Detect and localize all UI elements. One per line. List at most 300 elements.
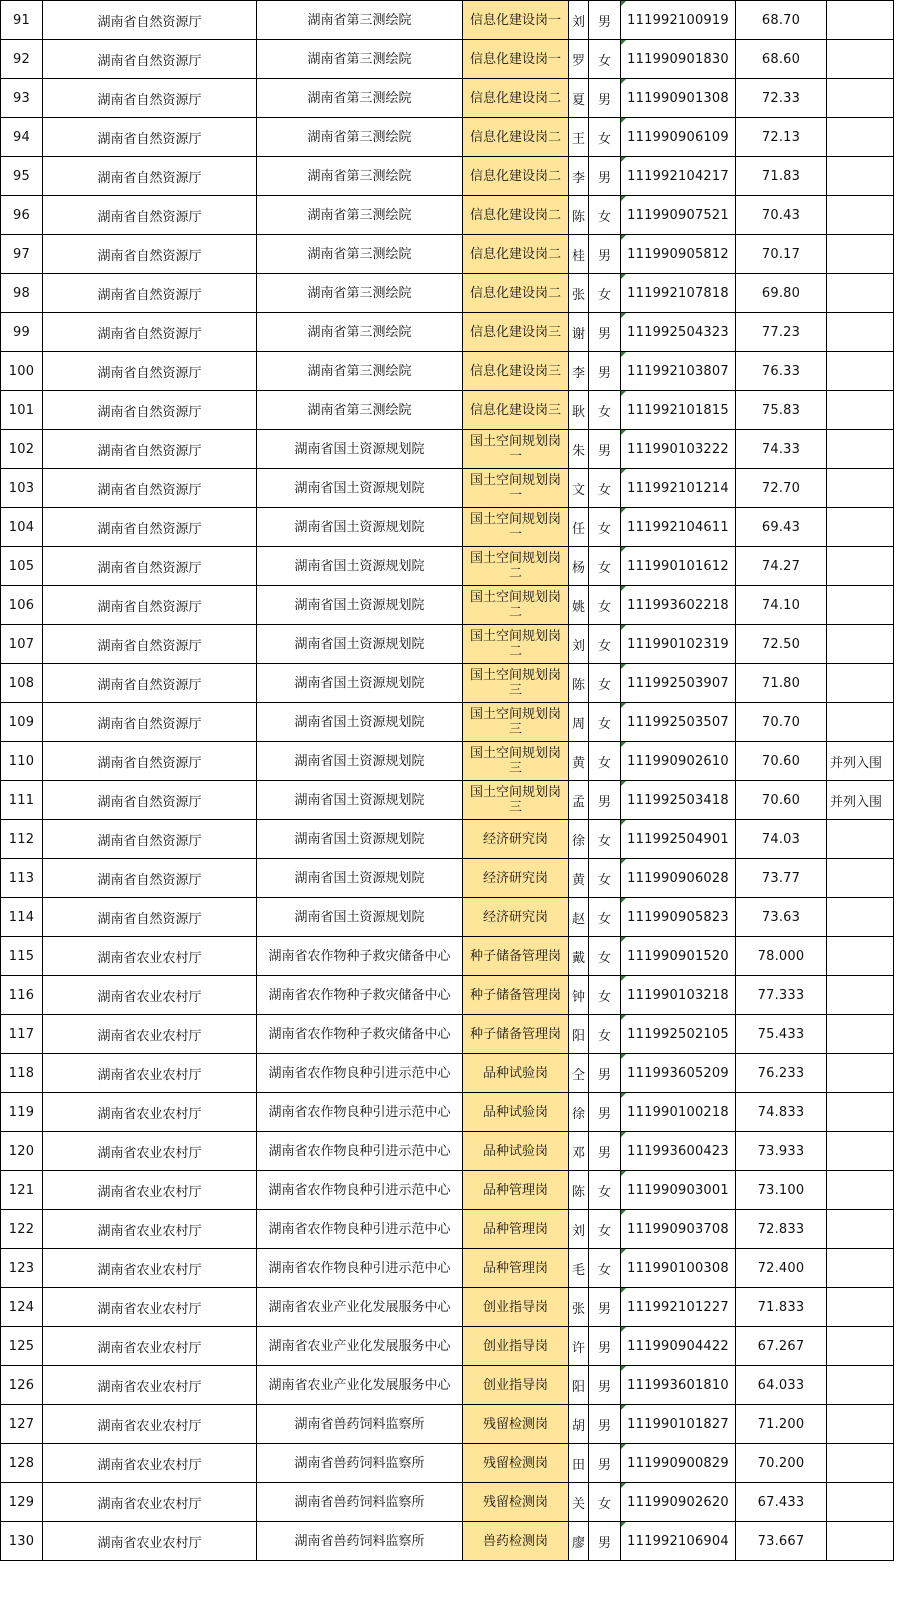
position-cell: 信息化建设岗一: [463, 40, 569, 79]
name-cell: 朱: [569, 430, 589, 469]
table-row: [1, 742, 894, 781]
table-row: [1, 1249, 894, 1288]
position-cell: 经济研究岗: [463, 898, 569, 937]
department-cell: 湖南省自然资源厅: [43, 430, 257, 469]
gender-cell: 男: [589, 1093, 621, 1132]
note-cell: [827, 859, 894, 898]
score-cell: 73.77: [736, 859, 827, 898]
name-cell: 陈: [569, 1171, 589, 1210]
gender-cell: 女: [589, 586, 621, 625]
name-cell: 陈: [569, 664, 589, 703]
note-cell: [827, 79, 894, 118]
position-cell: 信息化建设岗三: [463, 391, 569, 430]
name-cell: 王: [569, 118, 589, 157]
name-cell: 耿: [569, 391, 589, 430]
name-cell: 夏: [569, 79, 589, 118]
table-row: [1, 781, 894, 820]
table-row: [1, 898, 894, 937]
row-number: 96: [1, 196, 43, 235]
gender-cell: 女: [589, 859, 621, 898]
unit-cell: 湖南省第三测绘院: [257, 118, 463, 157]
position-cell: 信息化建设岗一: [463, 1, 569, 40]
name-cell: 刘: [569, 1210, 589, 1249]
department-cell: 湖南省自然资源厅: [43, 313, 257, 352]
score-cell: 74.10: [736, 586, 827, 625]
note-cell: [827, 1054, 894, 1093]
row-number: 109: [1, 703, 43, 742]
note-cell: [827, 1210, 894, 1249]
position-cell: 品种管理岗: [463, 1171, 569, 1210]
gender-cell: 女: [589, 118, 621, 157]
position-cell: 品种管理岗: [463, 1210, 569, 1249]
note-cell: [827, 1288, 894, 1327]
unit-cell: 湖南省国土资源规划院: [257, 664, 463, 703]
ticket-number-cell: 111990906109: [621, 118, 736, 157]
score-cell: 68.70: [736, 1, 827, 40]
department-cell: 湖南省农业农村厅: [43, 1444, 257, 1483]
score-cell: 77.333: [736, 976, 827, 1015]
note-cell: [827, 508, 894, 547]
score-cell: 73.63: [736, 898, 827, 937]
unit-cell: 湖南省国土资源规划院: [257, 469, 463, 508]
row-number: 93: [1, 79, 43, 118]
unit-cell: 湖南省农作物良种引进示范中心: [257, 1132, 463, 1171]
table-row: [1, 1366, 894, 1405]
note-cell: [827, 274, 894, 313]
department-cell: 湖南省自然资源厅: [43, 469, 257, 508]
row-number: 120: [1, 1132, 43, 1171]
position-cell: 国土空间规划岗三: [463, 781, 569, 820]
row-number: 119: [1, 1093, 43, 1132]
unit-cell: 湖南省农作物良种引进示范中心: [257, 1054, 463, 1093]
department-cell: 湖南省自然资源厅: [43, 274, 257, 313]
ticket-number-cell: 111993602218: [621, 586, 736, 625]
department-cell: 湖南省农业农村厅: [43, 937, 257, 976]
row-number: 121: [1, 1171, 43, 1210]
note-cell: [827, 1015, 894, 1054]
position-cell: 国土空间规划岗二: [463, 625, 569, 664]
note-cell: [827, 703, 894, 742]
unit-cell: 湖南省农作物良种引进示范中心: [257, 1171, 463, 1210]
gender-cell: 女: [589, 820, 621, 859]
ticket-number-cell: 111990905823: [621, 898, 736, 937]
row-number: 95: [1, 157, 43, 196]
name-cell: 赵: [569, 898, 589, 937]
department-cell: 湖南省农业农村厅: [43, 1171, 257, 1210]
note-cell: [827, 391, 894, 430]
department-cell: 湖南省农业农村厅: [43, 1483, 257, 1522]
gender-cell: 男: [589, 781, 621, 820]
ticket-number-cell: 111990103218: [621, 976, 736, 1015]
department-cell: 湖南省自然资源厅: [43, 664, 257, 703]
ticket-number-cell: 111993601810: [621, 1366, 736, 1405]
name-cell: 黄: [569, 859, 589, 898]
note-cell: [827, 1327, 894, 1366]
row-number: 108: [1, 664, 43, 703]
unit-cell: 湖南省第三测绘院: [257, 274, 463, 313]
note-cell: [827, 352, 894, 391]
unit-cell: 湖南省农业产业化发展服务中心: [257, 1327, 463, 1366]
note-cell: [827, 1522, 894, 1561]
score-cell: 73.933: [736, 1132, 827, 1171]
position-cell: 经济研究岗: [463, 859, 569, 898]
table-row: [1, 1483, 894, 1522]
gender-cell: 女: [589, 742, 621, 781]
row-number: 128: [1, 1444, 43, 1483]
ticket-number-cell: 111993600423: [621, 1132, 736, 1171]
table-row: [1, 976, 894, 1015]
name-cell: 戴: [569, 937, 589, 976]
table-row: [1, 235, 894, 274]
unit-cell: 湖南省国土资源规划院: [257, 820, 463, 859]
score-cell: 74.833: [736, 1093, 827, 1132]
table-row: [1, 313, 894, 352]
table-row: [1, 1288, 894, 1327]
position-cell: 国土空间规划岗一: [463, 469, 569, 508]
position-cell: 信息化建设岗三: [463, 313, 569, 352]
row-number: 91: [1, 1, 43, 40]
position-cell: 信息化建设岗二: [463, 235, 569, 274]
table-row: [1, 1327, 894, 1366]
score-cell: 73.667: [736, 1522, 827, 1561]
note-cell: [827, 1132, 894, 1171]
department-cell: 湖南省农业农村厅: [43, 1054, 257, 1093]
row-number: 106: [1, 586, 43, 625]
gender-cell: 男: [589, 1288, 621, 1327]
score-cell: 64.033: [736, 1366, 827, 1405]
name-cell: 陈: [569, 196, 589, 235]
position-cell: 国土空间规划岗二: [463, 547, 569, 586]
ticket-number-cell: 111990902610: [621, 742, 736, 781]
row-number: 110: [1, 742, 43, 781]
ticket-number-cell: 111992101214: [621, 469, 736, 508]
unit-cell: 湖南省兽药饲料监察所: [257, 1405, 463, 1444]
table-row: [1, 118, 894, 157]
department-cell: 湖南省自然资源厅: [43, 508, 257, 547]
note-cell: 并列入围: [827, 781, 894, 820]
table-row: [1, 1054, 894, 1093]
name-cell: 杨: [569, 547, 589, 586]
row-number: 130: [1, 1522, 43, 1561]
row-number: 123: [1, 1249, 43, 1288]
table-body: [1, 1, 894, 1561]
name-cell: 廖: [569, 1522, 589, 1561]
position-cell: 残留检测岗: [463, 1405, 569, 1444]
ticket-number-cell: 111992104217: [621, 157, 736, 196]
department-cell: 湖南省农业农村厅: [43, 976, 257, 1015]
table-row: [1, 820, 894, 859]
table-row: [1, 937, 894, 976]
row-number: 129: [1, 1483, 43, 1522]
score-cell: 72.13: [736, 118, 827, 157]
ticket-number-cell: 111992503907: [621, 664, 736, 703]
unit-cell: 湖南省农作物良种引进示范中心: [257, 1249, 463, 1288]
name-cell: 仝: [569, 1054, 589, 1093]
department-cell: 湖南省自然资源厅: [43, 1, 257, 40]
note-cell: [827, 586, 894, 625]
gender-cell: 女: [589, 703, 621, 742]
ticket-number-cell: 111992107818: [621, 274, 736, 313]
name-cell: 谢: [569, 313, 589, 352]
unit-cell: 湖南省第三测绘院: [257, 1, 463, 40]
position-cell: 经济研究岗: [463, 820, 569, 859]
row-number: 126: [1, 1366, 43, 1405]
score-cell: 74.03: [736, 820, 827, 859]
department-cell: 湖南省农业农村厅: [43, 1522, 257, 1561]
department-cell: 湖南省农业农村厅: [43, 1327, 257, 1366]
score-cell: 76.33: [736, 352, 827, 391]
name-cell: 李: [569, 352, 589, 391]
ticket-number-cell: 111990903708: [621, 1210, 736, 1249]
ticket-number-cell: 111990102319: [621, 625, 736, 664]
table-row: [1, 1, 894, 40]
name-cell: 田: [569, 1444, 589, 1483]
note-cell: [827, 1483, 894, 1522]
department-cell: 湖南省自然资源厅: [43, 391, 257, 430]
name-cell: 李: [569, 157, 589, 196]
table-row: [1, 703, 894, 742]
table-row: [1, 40, 894, 79]
score-cell: 68.60: [736, 40, 827, 79]
name-cell: 罗: [569, 40, 589, 79]
table-row: [1, 1444, 894, 1483]
row-number: 105: [1, 547, 43, 586]
name-cell: 阳: [569, 1366, 589, 1405]
name-cell: 许: [569, 1327, 589, 1366]
note-cell: [827, 469, 894, 508]
ticket-number-cell: 111990904422: [621, 1327, 736, 1366]
table-row: [1, 1210, 894, 1249]
position-cell: 残留检测岗: [463, 1444, 569, 1483]
ticket-number-cell: 111993605209: [621, 1054, 736, 1093]
note-cell: [827, 157, 894, 196]
row-number: 112: [1, 820, 43, 859]
row-number: 99: [1, 313, 43, 352]
unit-cell: 湖南省国土资源规划院: [257, 586, 463, 625]
department-cell: 湖南省自然资源厅: [43, 157, 257, 196]
department-cell: 湖南省农业农村厅: [43, 1132, 257, 1171]
unit-cell: 湖南省国土资源规划院: [257, 859, 463, 898]
table-row: [1, 1015, 894, 1054]
note-cell: [827, 1171, 894, 1210]
name-cell: 孟: [569, 781, 589, 820]
table-row: [1, 664, 894, 703]
table-row: [1, 859, 894, 898]
ticket-number-cell: 111990100308: [621, 1249, 736, 1288]
position-cell: 国土空间规划岗一: [463, 430, 569, 469]
score-cell: 78.000: [736, 937, 827, 976]
gender-cell: 男: [589, 1444, 621, 1483]
name-cell: 文: [569, 469, 589, 508]
name-cell: 张: [569, 1288, 589, 1327]
department-cell: 湖南省农业农村厅: [43, 1210, 257, 1249]
note-cell: [827, 664, 894, 703]
position-cell: 品种试验岗: [463, 1093, 569, 1132]
position-cell: 国土空间规划岗二: [463, 586, 569, 625]
ticket-number-cell: 111992103807: [621, 352, 736, 391]
gender-cell: 女: [589, 1249, 621, 1288]
position-cell: 信息化建设岗二: [463, 274, 569, 313]
unit-cell: 湖南省农作物种子救灾储备中心: [257, 937, 463, 976]
row-number: 118: [1, 1054, 43, 1093]
unit-cell: 湖南省农作物种子救灾储备中心: [257, 1015, 463, 1054]
position-cell: 种子储备管理岗: [463, 1015, 569, 1054]
score-cell: 71.80: [736, 664, 827, 703]
table-row: [1, 430, 894, 469]
score-cell: 76.233: [736, 1054, 827, 1093]
row-number: 102: [1, 430, 43, 469]
name-cell: 徐: [569, 820, 589, 859]
ticket-number-cell: 111992101227: [621, 1288, 736, 1327]
unit-cell: 湖南省国土资源规划院: [257, 898, 463, 937]
gender-cell: 男: [589, 1522, 621, 1561]
row-number: 116: [1, 976, 43, 1015]
table-row: [1, 1522, 894, 1561]
table-row: [1, 1171, 894, 1210]
gender-cell: 男: [589, 1405, 621, 1444]
note-cell: [827, 937, 894, 976]
note-cell: [827, 547, 894, 586]
score-cell: 72.400: [736, 1249, 827, 1288]
ticket-number-cell: 111990903001: [621, 1171, 736, 1210]
position-cell: 兽药检测岗: [463, 1522, 569, 1561]
department-cell: 湖南省农业农村厅: [43, 1366, 257, 1405]
gender-cell: 男: [589, 352, 621, 391]
unit-cell: 湖南省农业产业化发展服务中心: [257, 1366, 463, 1405]
row-number: 122: [1, 1210, 43, 1249]
score-cell: 75.433: [736, 1015, 827, 1054]
unit-cell: 湖南省第三测绘院: [257, 391, 463, 430]
score-cell: 74.33: [736, 430, 827, 469]
department-cell: 湖南省自然资源厅: [43, 118, 257, 157]
position-cell: 国土空间规划岗三: [463, 664, 569, 703]
gender-cell: 女: [589, 976, 621, 1015]
department-cell: 湖南省自然资源厅: [43, 196, 257, 235]
note-cell: [827, 1, 894, 40]
note-cell: [827, 820, 894, 859]
row-number: 114: [1, 898, 43, 937]
position-cell: 种子储备管理岗: [463, 976, 569, 1015]
table-row: [1, 274, 894, 313]
department-cell: 湖南省自然资源厅: [43, 235, 257, 274]
gender-cell: 男: [589, 1327, 621, 1366]
ticket-number-cell: 111990906028: [621, 859, 736, 898]
unit-cell: 湖南省国土资源规划院: [257, 547, 463, 586]
unit-cell: 湖南省第三测绘院: [257, 235, 463, 274]
unit-cell: 湖南省国土资源规划院: [257, 625, 463, 664]
department-cell: 湖南省自然资源厅: [43, 625, 257, 664]
note-cell: [827, 235, 894, 274]
name-cell: 胡: [569, 1405, 589, 1444]
name-cell: 关: [569, 1483, 589, 1522]
ticket-number-cell: 111992504323: [621, 313, 736, 352]
table-row: [1, 547, 894, 586]
ticket-number-cell: 111990101612: [621, 547, 736, 586]
score-cell: 74.27: [736, 547, 827, 586]
score-cell: 72.833: [736, 1210, 827, 1249]
note-cell: [827, 430, 894, 469]
table-row: [1, 1093, 894, 1132]
ticket-number-cell: 111990100218: [621, 1093, 736, 1132]
row-number: 124: [1, 1288, 43, 1327]
gender-cell: 女: [589, 625, 621, 664]
position-cell: 品种管理岗: [463, 1249, 569, 1288]
score-cell: 75.83: [736, 391, 827, 430]
note-cell: [827, 898, 894, 937]
unit-cell: 湖南省国土资源规划院: [257, 781, 463, 820]
score-cell: 72.33: [736, 79, 827, 118]
department-cell: 湖南省自然资源厅: [43, 79, 257, 118]
table-row: [1, 625, 894, 664]
note-cell: [827, 1366, 894, 1405]
row-number: 100: [1, 352, 43, 391]
position-cell: 残留检测岗: [463, 1483, 569, 1522]
department-cell: 湖南省自然资源厅: [43, 742, 257, 781]
ticket-number-cell: 111990902620: [621, 1483, 736, 1522]
note-cell: [827, 40, 894, 79]
gender-cell: 男: [589, 79, 621, 118]
gender-cell: 男: [589, 313, 621, 352]
department-cell: 湖南省农业农村厅: [43, 1093, 257, 1132]
name-cell: 桂: [569, 235, 589, 274]
department-cell: 湖南省自然资源厅: [43, 352, 257, 391]
gender-cell: 女: [589, 664, 621, 703]
row-number: 94: [1, 118, 43, 157]
note-cell: [827, 1093, 894, 1132]
name-cell: 毛: [569, 1249, 589, 1288]
unit-cell: 湖南省农作物良种引进示范中心: [257, 1210, 463, 1249]
row-number: 97: [1, 235, 43, 274]
score-cell: 77.23: [736, 313, 827, 352]
gender-cell: 女: [589, 1015, 621, 1054]
row-number: 117: [1, 1015, 43, 1054]
score-cell: 67.267: [736, 1327, 827, 1366]
ticket-number-cell: 111992504901: [621, 820, 736, 859]
table-row: [1, 469, 894, 508]
unit-cell: 湖南省第三测绘院: [257, 40, 463, 79]
ticket-number-cell: 111990907521: [621, 196, 736, 235]
position-cell: 创业指导岗: [463, 1288, 569, 1327]
ticket-number-cell: 111992104611: [621, 508, 736, 547]
score-cell: 70.60: [736, 781, 827, 820]
unit-cell: 湖南省兽药饲料监察所: [257, 1522, 463, 1561]
gender-cell: 男: [589, 1132, 621, 1171]
note-cell: [827, 976, 894, 1015]
unit-cell: 湖南省第三测绘院: [257, 79, 463, 118]
note-cell: [827, 313, 894, 352]
score-cell: 72.50: [736, 625, 827, 664]
gender-cell: 男: [589, 1, 621, 40]
position-cell: 品种试验岗: [463, 1054, 569, 1093]
note-cell: 并列入围: [827, 742, 894, 781]
row-number: 115: [1, 937, 43, 976]
unit-cell: 湖南省第三测绘院: [257, 196, 463, 235]
score-cell: 73.100: [736, 1171, 827, 1210]
department-cell: 湖南省自然资源厅: [43, 586, 257, 625]
unit-cell: 湖南省国土资源规划院: [257, 430, 463, 469]
department-cell: 湖南省自然资源厅: [43, 703, 257, 742]
department-cell: 湖南省自然资源厅: [43, 820, 257, 859]
row-number: 92: [1, 40, 43, 79]
position-cell: 国土空间规划岗三: [463, 703, 569, 742]
department-cell: 湖南省农业农村厅: [43, 1249, 257, 1288]
name-cell: 徐: [569, 1093, 589, 1132]
score-cell: 67.433: [736, 1483, 827, 1522]
position-cell: 创业指导岗: [463, 1327, 569, 1366]
unit-cell: 湖南省国土资源规划院: [257, 703, 463, 742]
unit-cell: 湖南省第三测绘院: [257, 352, 463, 391]
department-cell: 湖南省农业农村厅: [43, 1405, 257, 1444]
